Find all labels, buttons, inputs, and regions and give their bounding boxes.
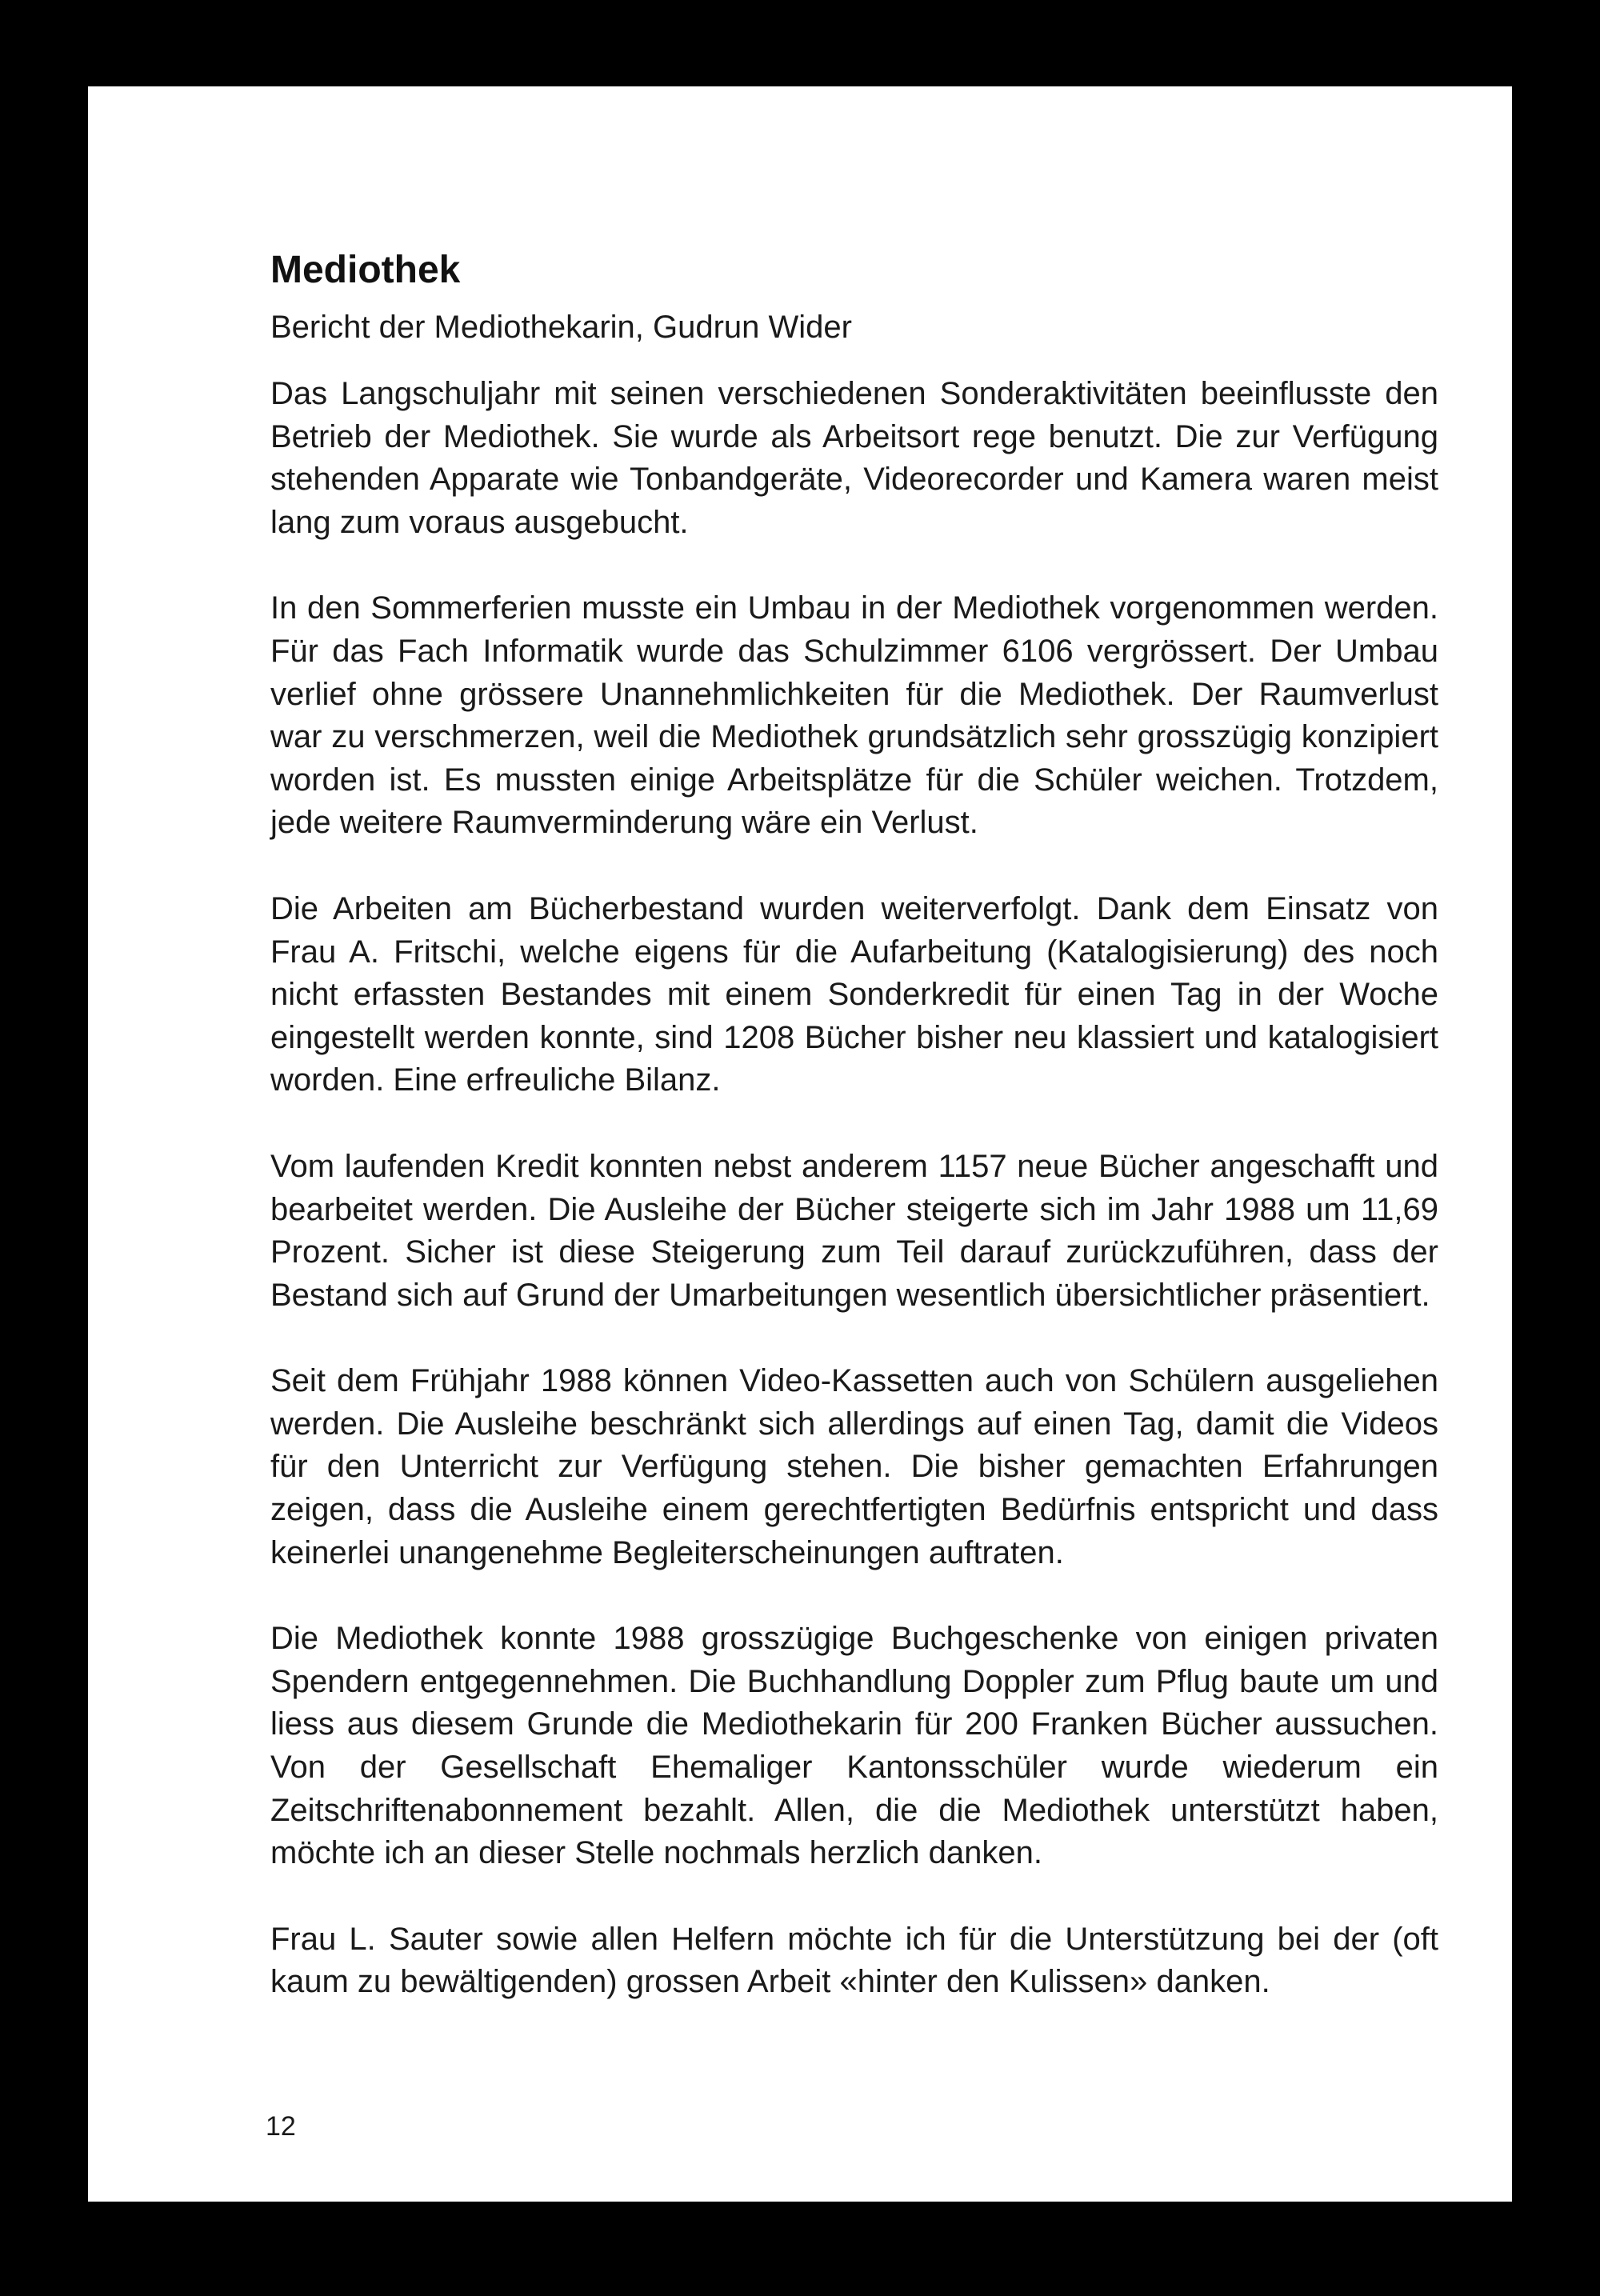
paragraph-1: Das Langschuljahr mit seinen verschiedenen Sonderaktivitäten beeinflusste den Betrieb der Mediothek. Sie wurde als Arbeitsort rege benutzt. Die zur Verfügung stehenden Apparate wie Tonbandgeräte, Videorecorder und Kamera waren meist lang zum voraus ausgebucht. (270, 376, 1438, 540)
page-title: Mediothek (270, 249, 461, 291)
paragraph-5: Seit dem Frühjahr 1988 können Video-Kassetten auch von Schülern ausgeliehen werden. Die Ausleihe beschränkt sich allerdings auf einen Tag, damit die Videos für den Unterricht zur Verfügung stehen. Die bisher gemachten Erfahrungen zeigen, dass die Ausleihe einem gerechtfertigten Bedürfnis entspricht und dass keinerlei unangenehme Begleiterscheinungen auftraten. (270, 1363, 1438, 1570)
paragraph-6: Die Mediothek konnte 1988 grosszügige Buchgeschenke von einigen privaten Spendern entgegennehmen. Die Buchhandlung Doppler zum Pflug baute um und liess aus diesem Grunde die Mediothekarin für 200 Franken Bücher aussuchen. Von der Gesellschaft Ehemaliger Kantonsschüler wurde wiederum ein Zeitschriftenabonnement bezahlt. Allen, die die Mediothek unterstützt haben, möchte ich an dieser Stelle nochmals herzlich danken. (270, 1621, 1438, 1871)
paragraph-7: Frau L. Sauter sowie allen Helfern möchte ich für die Unterstützung bei der (oft kaum zu bewältigenden) grossen Arbeit «hinter den Kulissen» danken. (270, 1921, 1438, 2000)
article (270, 246, 1438, 2004)
document-page (88, 86, 1512, 2202)
paragraph-4: Vom laufenden Kredit konnten nebst anderem 1157 neue Bücher angeschafft und bearbeitet werden. Die Ausleihe der Bücher steigerte sich im Jahr 1988 um 11,69 Prozent. Sicher ist diese Steigerung zum Teil darauf zurückzuführen, dass der Bestand sich auf Grund der Umarbeitungen wesentlich übersichtlicher präsentiert. (270, 1148, 1438, 1313)
paragraph-2: In den Sommerferien musste ein Umbau in der Mediothek vorgenommen werden. Für das Fach Informatik wurde das Schulzimmer 6106 vergrössert. Der Umbau verlief ohne grössere Unannehmlichkeiten für die Mediothek. Der Raumverlust war zu verschmerzen, weil die Mediothek grundsätzlich sehr grosszügig konzipiert worden ist. Es mussten einige Arbeitsplätze für die Schüler weichen. Trotzdem, jede weitere Raumverminderung wäre ein Verlust. (270, 590, 1438, 841)
page-number: 12 (266, 2111, 296, 2142)
report-subtitle: Bericht der Mediothekarin, Gudrun Wider (270, 310, 852, 345)
paragraph-3: Die Arbeiten am Bücherbestand wurden weiterverfolgt. Dank dem Einsatz von Frau A. Fritschi, welche eigens für die Aufarbeitung (Katalogisierung) des noch nicht erfassten Bestandes mit einem Sonderkredit für einen Tag in der Woche eingestellt werden konnte, sind 1208 Bücher bisher neu klassiert und katalogisiert worden. Eine erfreuliche Bilanz. (270, 890, 1438, 1098)
